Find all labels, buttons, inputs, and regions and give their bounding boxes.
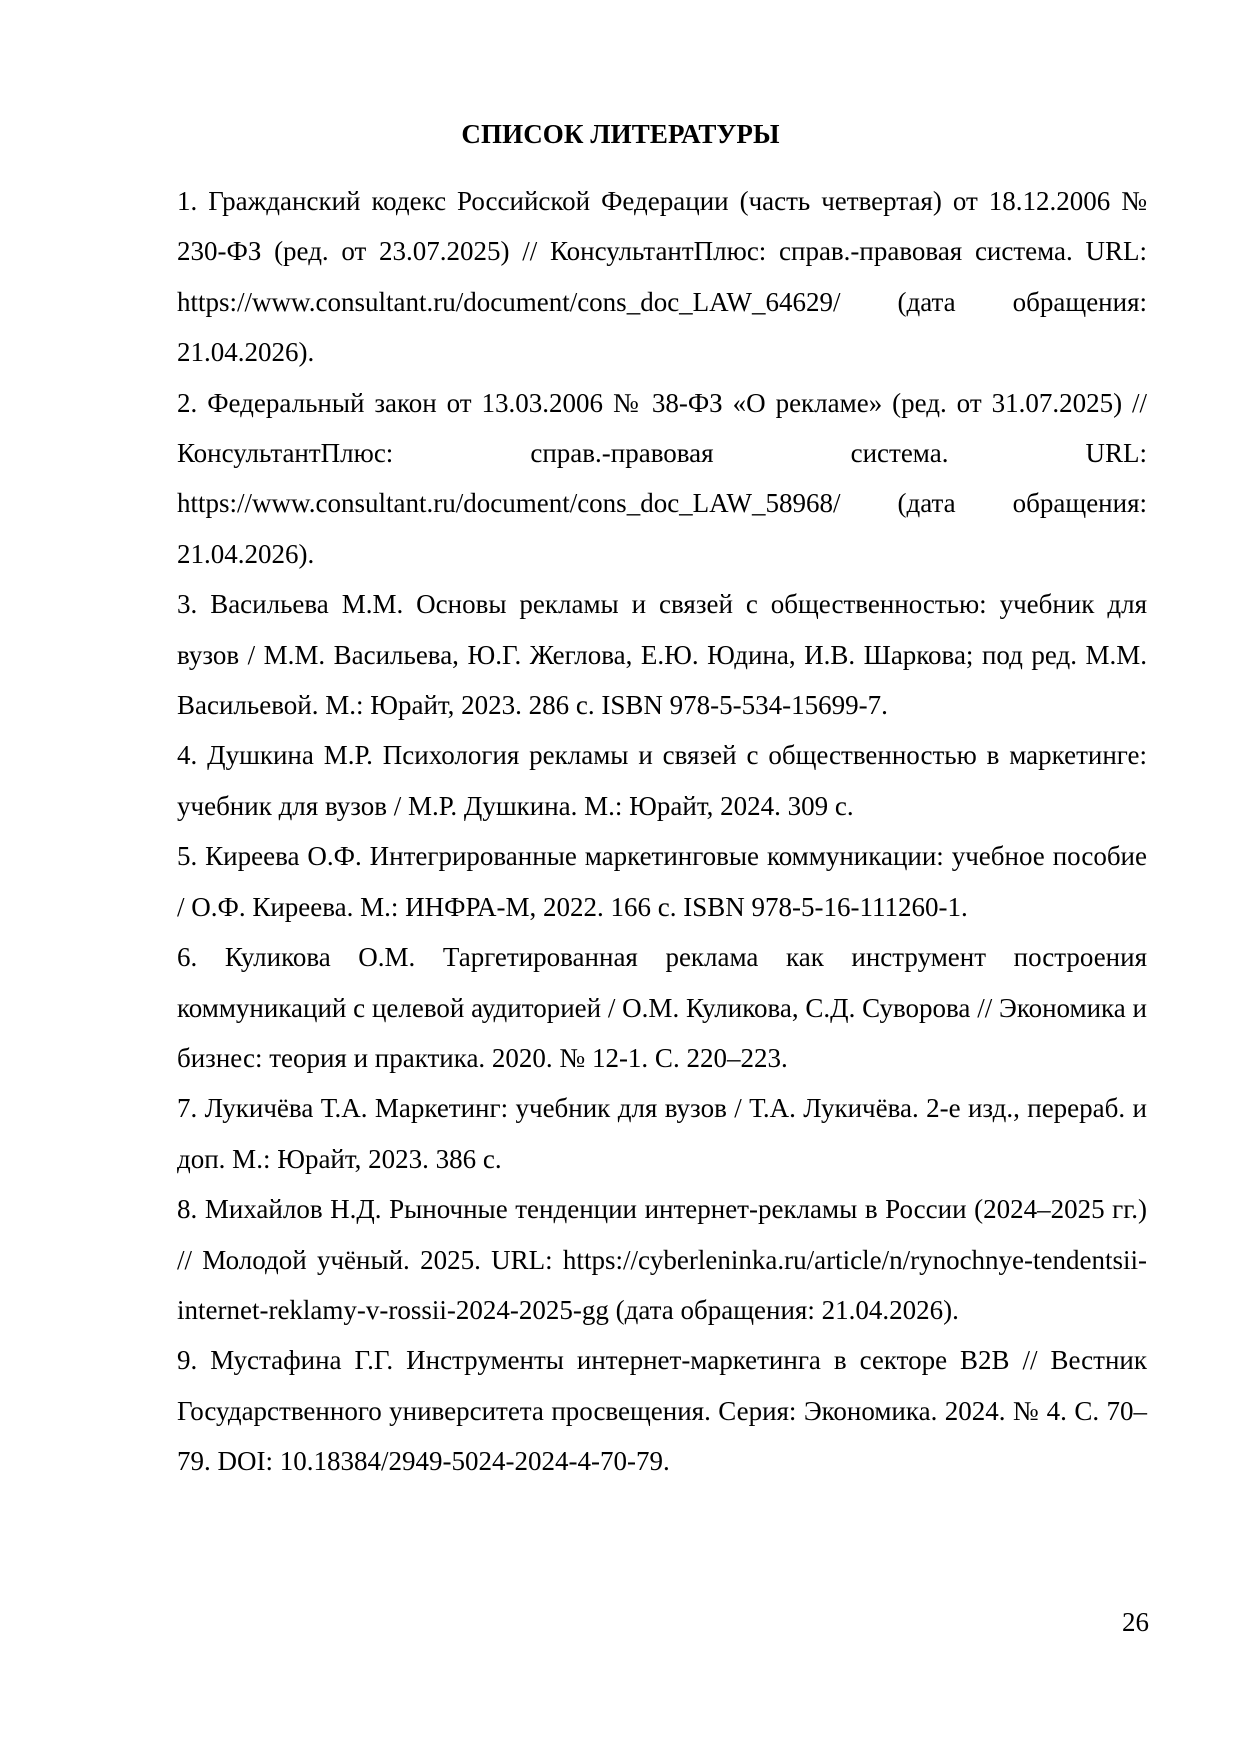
reference-entry-2: 2. Федеральный закон от 13.03.2006 № 38-ФЗ «О рекламе» (ред. от 31.07.2025) // КонсультантПлюс: справ.-правовая система. URL: https://www.consultant.ru/document/cons_doc_LAW_58968/ (дата обращения: 21.04.2026).	[177, 387, 1147, 569]
reference-entry-6: 6. Куликова О.М. Таргетированная реклама как инструмент построения коммуникаций с целевой аудиторией / О.М. Куликова, С.Д. Суворова // Экономика и бизнес: теория и практика. 2020. № 12-1. С. 220–223.	[177, 942, 1147, 1073]
page-number: 26	[1122, 1607, 1149, 1637]
reference-entry-9: 9. Мустафина Г.Г. Инструменты интернет-маркетинга в секторе B2B // Вестник Государственного университета просвещения. Серия: Экономика. 2024. № 4. С. 70–79. DOI: 10.18384/2949-5024-2024-4-70-79.	[177, 1345, 1147, 1477]
page-title: СПИСОК ЛИТЕРАТУРЫ	[461, 119, 780, 149]
reference-entry-1: 1. Гражданский кодекс Российской Федерации (часть четвертая) от 18.12.2006 № 230-ФЗ (ред. от 23.07.2025) // КонсультантПлюс: справ.-правовая система. URL: https://www.consultant.ru/document/cons_doc_LAW_64629/ (дата обращения: 21.04.2026).	[177, 186, 1147, 368]
reference-entry-5: 5. Киреева О.Ф. Интегрированные маркетинговые коммуникации: учебное пособие / О.Ф. Киреева. М.: ИНФРА-М, 2022. 166 с. ISBN 978-5-16-111260-1.	[177, 841, 1147, 922]
reference-entry-4: 4. Душкина М.Р. Психология рекламы и связей с общественностью в маркетинге: учебник для вузов / М.Р. Душкина. М.: Юрайт, 2024. 309 с.	[177, 740, 1147, 821]
reference-entry-7: 7. Лукичёва Т.А. Маркетинг: учебник для вузов / Т.А. Лукичёва. 2-е изд., перераб. и доп. М.: Юрайт, 2023. 386 с.	[177, 1093, 1147, 1174]
reference-list	[177, 176, 1147, 1487]
reference-entry-3: 3. Васильева М.М. Основы рекламы и связей с общественностью: учебник для вузов / М.М. Васильева, Ю.Г. Жеглова, Е.Ю. Юдина, И.В. Шаркова; под ред. М.М. Васильевой. М.: Юрайт, 2023. 286 с. ISBN 978-5-534-15699-7.	[177, 589, 1147, 721]
reference-entry-8: 8. Михайлов Н.Д. Рыночные тенденции интернет-рекламы в России (2024–2025 гг.) // Молодой учёный. 2025. URL: https://cyberleninka.ru/article/n/rynochnye-tendentsii-internet-reklamy-v-rossii-2024-2025-gg (дата обращения: 21.04.2026).	[177, 1194, 1147, 1325]
